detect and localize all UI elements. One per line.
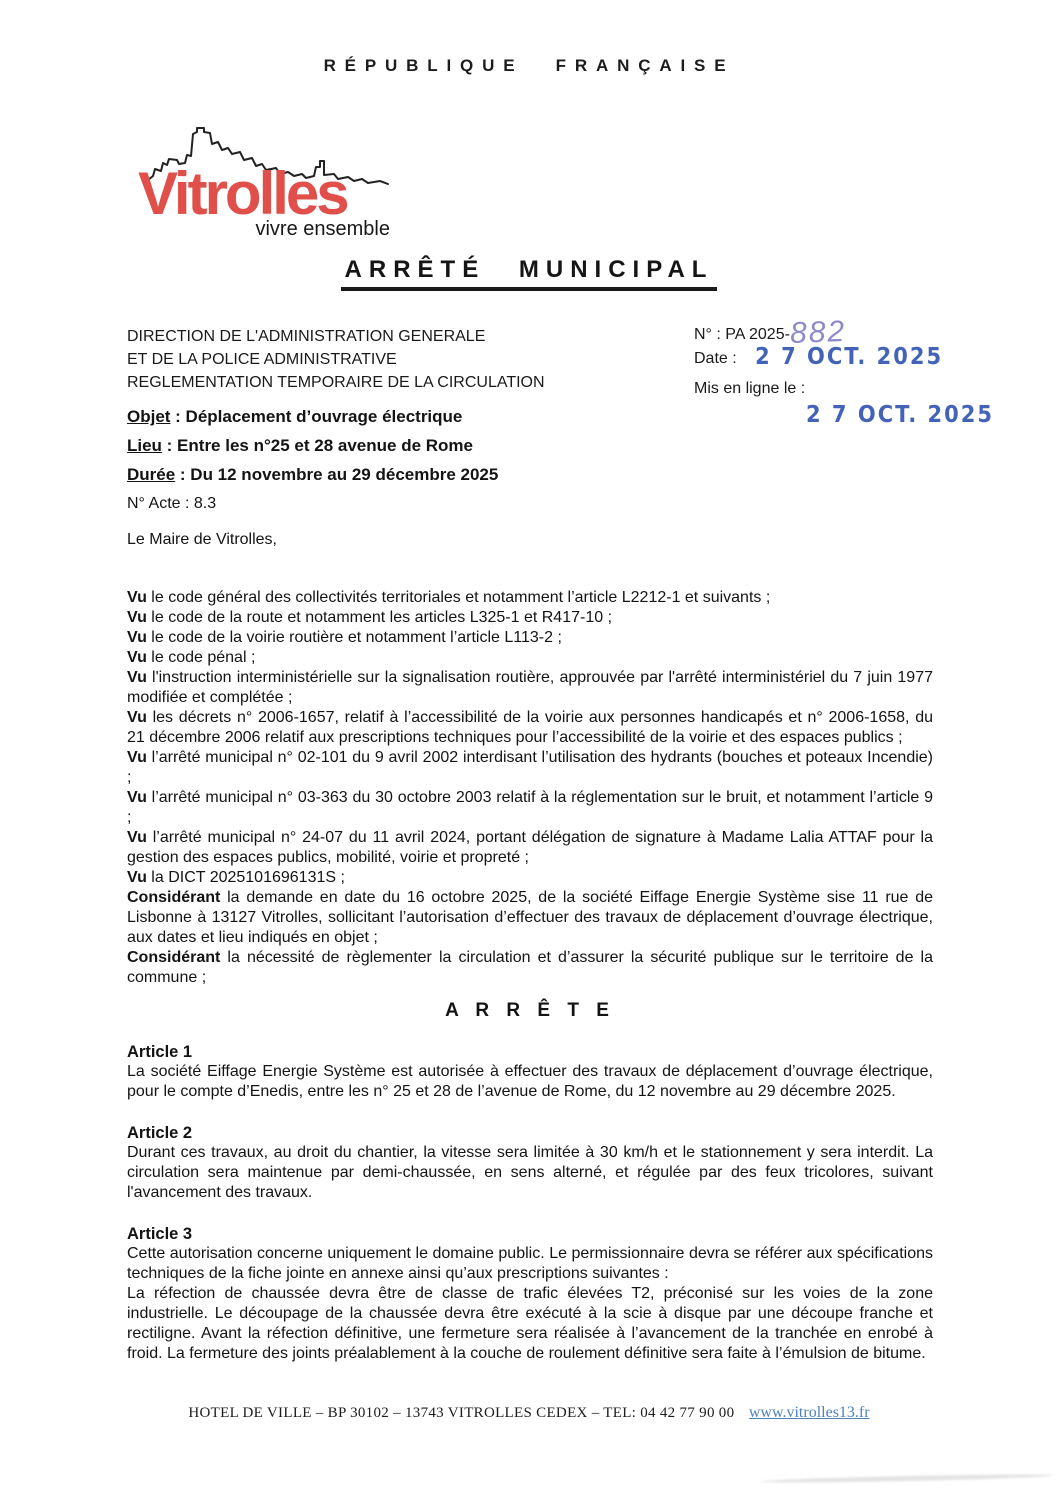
- page-footer: [0, 1404, 1058, 1422]
- article: [127, 1224, 933, 1364]
- clause: Vu la DICT 2025101696131S ;: [127, 869, 345, 886]
- mis-en-ligne-stamp: 2 7 OCT. 2025: [806, 400, 994, 428]
- duree-line: Durée : Du 12 novembre au 29 décembre 2025: [127, 465, 499, 484]
- article-paragraph: Cette autorisation concerne uniquement le domaine public. Le permissionnaire devra se référer aux spécifications techniques de la fiche jointe en annexe ainsi qu’aux prescriptions suivantes :: [127, 1245, 933, 1282]
- clause: Vu l’arrêté municipal n° 24-07 du 11 avril 2024, portant délégation de signature à Madame Lalia ATTAF pour la gestion des espaces publics, mobilité, voirie et propreté ;: [127, 829, 933, 866]
- mis-en-ligne-row: [694, 380, 994, 398]
- reference-block: [694, 315, 994, 428]
- numero-label: N° : PA 2025-: [694, 326, 790, 343]
- article-paragraph: La réfection de chaussée devra être de classe de trafic élevées T2, préconisé sur les voies de la zone industrielle. Le découpage de la chaussée devra être exécuté à la scie à disque par une découpe franche et rectiligne. Avant la réfection définitive, une fermeture sera réalisée à l’avancement de la tranchée en enrobé à froid. La fermeture des joints préalablement à la couche de roulement définitive sera faite à l’émulsion de bitume.: [127, 1285, 933, 1362]
- direction-line: ET DE LA POLICE ADMINISTRATIVE: [127, 351, 397, 368]
- vitrolles-logo: [138, 120, 408, 241]
- direction-line: REGLEMENTATION TEMPORAIRE DE LA CIRCULATION: [127, 374, 545, 391]
- logo-wordmark: Vitrolles: [138, 160, 347, 227]
- document-body: [127, 530, 933, 1364]
- clause: Considérant la demande en date du 16 octobre 2025, de la société Eiffage Energie Système sise 11 rue de Lisbonne à 13127 Vitrolles, sollicitant l’autorisation d’effectuer des travaux de déplacement d’ouvrage électrique, aux dates et lieu indiqués en objet ;: [127, 889, 933, 946]
- date-row: [694, 344, 994, 368]
- article-title: Article 3: [127, 1225, 193, 1243]
- footer-website-link[interactable]: www.vitrolles13.fr: [748, 1404, 870, 1421]
- direction-block: [127, 325, 545, 394]
- article: [127, 1123, 933, 1203]
- clause: Vu le code de la voirie routière et notamment l’article L113-2 ;: [127, 629, 562, 646]
- clause: Vu l'instruction interministérielle sur la signalisation routière, approuvée par l'arrêté interministériel du 7 juin 1977 modifiée et complétée ;: [127, 669, 933, 706]
- lieu-line: Lieu : Entre les n°25 et 28 avenue de Rome: [127, 436, 473, 455]
- clauses-section: [127, 588, 933, 988]
- date-label: Date :: [694, 350, 737, 367]
- clause: Vu l’arrêté municipal n° 02-101 du 9 avril 2002 interdisant l’utilisation des hydrants (bouches et poteaux Incendie) ;: [127, 749, 933, 786]
- date-stamp: 2 7 OCT. 2025: [755, 342, 944, 370]
- clause: Vu le code général des collectivités territoriales et notamment l’article L2212-1 et suivants ;: [127, 589, 771, 606]
- republique-francaise-heading: RÉPUBLIQUE FRANÇAISE: [323, 56, 735, 75]
- article-title: Article 2: [127, 1124, 193, 1142]
- document-title: ARRÊTÉ MUNICIPAL: [0, 256, 1058, 291]
- clause: Vu le code de la route et notamment les articles L325-1 et R417-10 ;: [127, 609, 613, 626]
- direction-line: DIRECTION DE L'ADMINISTRATION GENERALE: [127, 328, 486, 345]
- articles-section: [127, 1042, 933, 1364]
- article-paragraph: Durant ces travaux, au droit du chantier, la vitesse sera limitée à 30 km/h et le stationnement y sera interdit. La circulation sera maintenue par demi-chaussée, en sens alterné, et régulée par des feux tricolores, suivant l'avancement des travaux.: [127, 1144, 933, 1201]
- arrete-heading: A R R Ê T E: [445, 1000, 615, 1021]
- article-paragraph: La société Eiffage Energie Système est autorisée à effectuer des travaux de déplacement d’ouvrage électrique, pour le compte d’Enedis, entre les n° 25 et 28 de l’avenue de Rome, du 12 novembre au 29 décembre 2025.: [127, 1063, 933, 1100]
- numero-handwritten-value: 882: [789, 315, 847, 350]
- mis-en-ligne-label: Mis en ligne le :: [694, 380, 806, 397]
- salutation: Le Maire de Vitrolles,: [127, 531, 277, 548]
- clause: Vu le code pénal ;: [127, 649, 256, 666]
- footer-address: HOTEL DE VILLE – BP 30102 – 13743 VITROLLES CEDEX – TEL: 04 42 77 90 00: [188, 1405, 735, 1421]
- scan-artifact: [762, 1473, 1052, 1484]
- acte-line: N° Acte : 8.3: [127, 495, 217, 512]
- subject-block: [127, 402, 498, 518]
- clause: Considérant la nécessité de règlementer la circulation et d’assurer la sécurité publique sur le territoire de la commune ;: [127, 949, 933, 986]
- article-title: Article 1: [127, 1043, 193, 1061]
- numero-row: [694, 315, 994, 350]
- logo-tagline: vivre ensemble: [255, 218, 390, 240]
- article: [127, 1042, 933, 1102]
- clause: Vu l’arrêté municipal n° 03-363 du 30 octobre 2003 relatif à la réglementation sur le bruit, et notamment l’article 9 ;: [127, 789, 933, 826]
- mis-en-ligne-stamp-row: [694, 398, 994, 426]
- clause: Vu les décrets n° 2006-1657, relatif à l’accessibilité de la voirie aux personnes handicapés et n° 2006-1658, du 21 décembre 2006 relatif aux prescriptions techniques pour l’accessibilité de la voirie et des espaces publics ;: [127, 709, 933, 746]
- objet-line: Objet : Déplacement d’ouvrage électrique: [127, 407, 463, 426]
